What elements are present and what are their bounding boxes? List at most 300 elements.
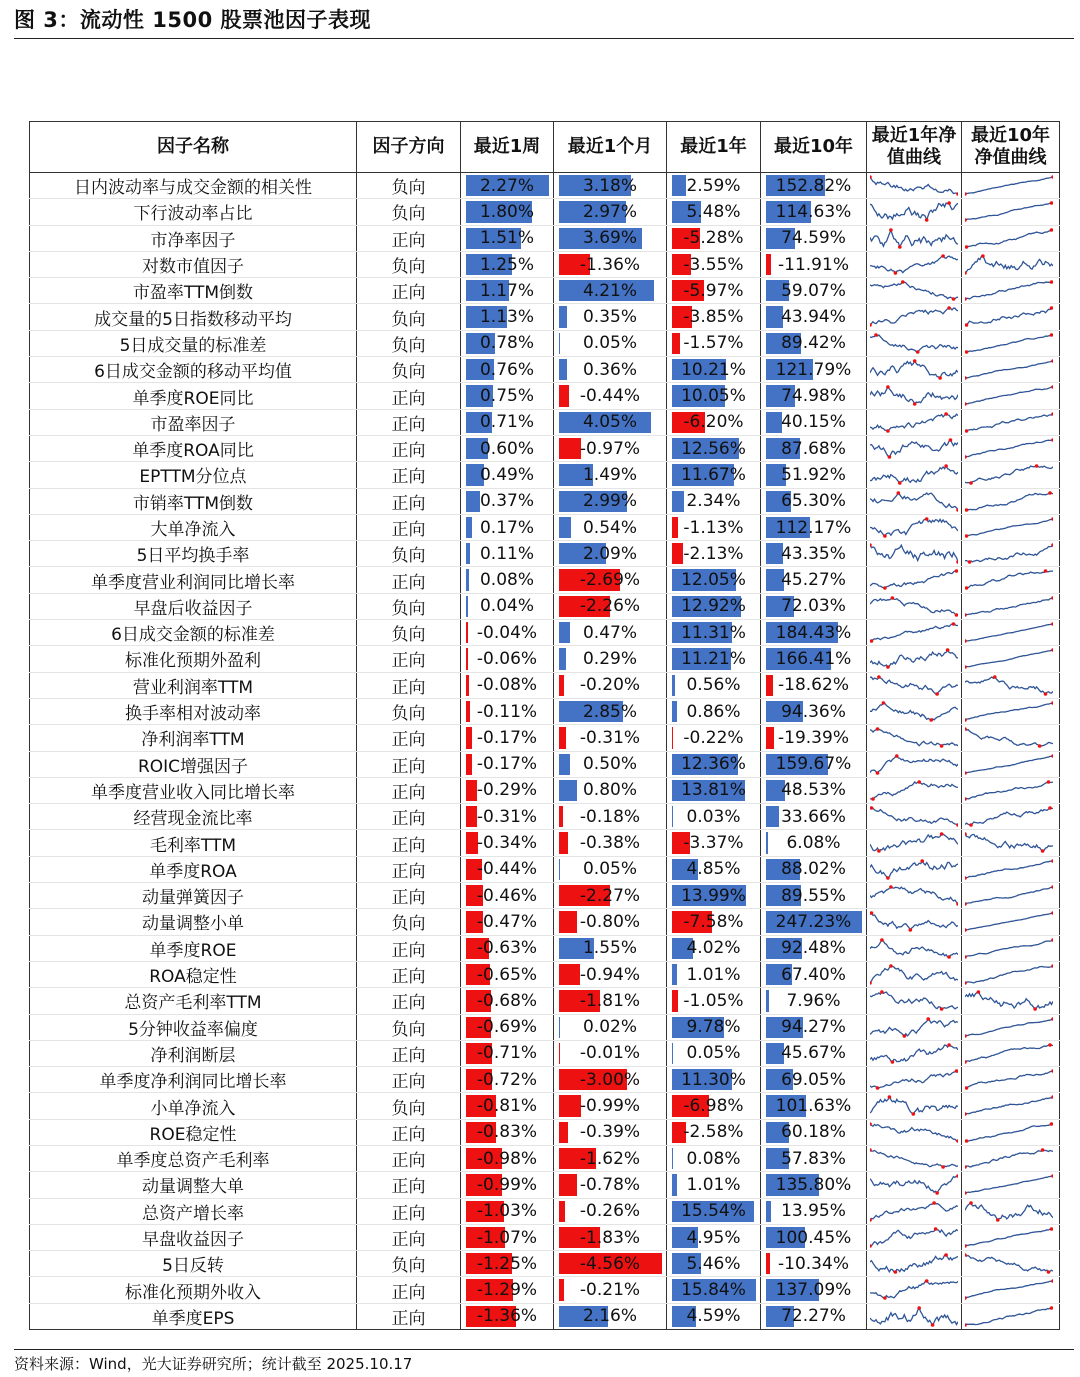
return-value: 166.41% [775, 648, 852, 669]
return-value: -2.58% [683, 1122, 744, 1143]
return-bar [672, 701, 677, 722]
nav-line [870, 308, 958, 325]
nav-line [965, 1281, 1053, 1298]
return-w1-cell [461, 304, 554, 330]
return-m1-cell [554, 856, 667, 882]
return-y10-cell [761, 304, 867, 330]
nav-max-marker [1051, 438, 1053, 442]
return-value: 121.79% [775, 359, 852, 380]
factor-direction: 负向 [357, 330, 461, 356]
nav-min-marker [1044, 692, 1048, 696]
return-w1-cell [461, 1040, 554, 1066]
return-y1-cell [667, 909, 761, 935]
table-row [30, 435, 1060, 461]
factor-direction: 正向 [357, 777, 461, 803]
return-y1-cell [667, 541, 761, 567]
header-1w: 最近1周 [461, 122, 554, 173]
nav-max-marker [944, 412, 948, 416]
nav-curve-10y-cell [962, 804, 1060, 830]
factor-name: 5日反转 [30, 1251, 357, 1277]
return-y1-cell [667, 1014, 761, 1040]
return-value: 1.51% [479, 228, 534, 249]
nav-line [965, 177, 1053, 194]
nav-max-marker [1050, 280, 1053, 284]
return-y10-cell [761, 1172, 867, 1198]
nav-curve-1y [870, 464, 958, 485]
table-row [30, 1251, 1060, 1277]
return-value: -3.55% [683, 254, 744, 275]
return-value: -0.72% [476, 1069, 538, 1090]
return-value: 72.03% [781, 596, 846, 617]
return-w1-cell [461, 1093, 554, 1119]
source-note: 资料来源：Wind，光大证券研究所；统计截至 2025.10.17 [14, 1355, 413, 1373]
return-value: 2.97% [582, 201, 637, 222]
nav-min-marker [965, 876, 967, 880]
nav-curve-1y [870, 1148, 958, 1169]
header-1y-curve-label: 最近1年净值曲线 [871, 125, 957, 168]
nav-max-marker [925, 1280, 929, 1284]
return-value: -0.06% [476, 648, 538, 669]
nav-min-marker [965, 639, 967, 643]
nav-curve-10y [965, 491, 1053, 512]
return-value: 94.27% [781, 1017, 846, 1038]
table-row [30, 304, 1060, 330]
nav-curve-1y-cell [867, 541, 962, 567]
return-m1-cell [554, 1119, 667, 1145]
nav-line [965, 335, 1053, 352]
nav-curve-1y-cell [867, 488, 962, 514]
return-bar [672, 491, 684, 512]
return-m1-cell [554, 567, 667, 593]
return-value: 114.63% [775, 201, 852, 222]
return-w1-cell [461, 278, 554, 304]
nav-line [965, 834, 1053, 851]
return-m1-cell [554, 646, 667, 672]
return-value: 13.95% [781, 1201, 846, 1222]
return-value: -6.20% [683, 412, 744, 433]
return-y1-cell [667, 1093, 761, 1119]
return-m1-cell [554, 199, 667, 225]
nav-max-marker [889, 885, 893, 889]
return-m1-cell [554, 488, 667, 514]
return-value: -0.21% [579, 1280, 641, 1301]
nav-min-marker [888, 455, 892, 459]
return-bar [559, 780, 577, 801]
return-y1-cell [667, 935, 761, 961]
factor-direction: 正向 [357, 278, 461, 304]
table-header-row [30, 122, 1060, 173]
table-row [30, 646, 1060, 672]
nav-min-marker [1041, 850, 1045, 854]
return-value: -18.62% [778, 675, 849, 696]
return-value: -0.71% [476, 1043, 538, 1064]
nav-line [965, 703, 1053, 720]
return-bar [559, 1201, 565, 1222]
nav-curve-1y-cell [867, 1093, 962, 1119]
nav-min-marker [965, 508, 968, 512]
return-value: 112.17% [775, 517, 852, 538]
return-bar [672, 1174, 677, 1195]
nav-curve-1y [870, 859, 958, 880]
return-value: 0.05% [582, 333, 637, 354]
nav-line [870, 1124, 958, 1141]
nav-curve-10y-cell [962, 1303, 1060, 1329]
return-value: 0.71% [479, 412, 534, 433]
return-y1-cell [667, 672, 761, 698]
return-m1-cell [554, 462, 667, 488]
return-y1-cell [667, 1172, 761, 1198]
nav-curve-10y [965, 1227, 1053, 1248]
return-value: -1.36% [579, 254, 641, 275]
nav-max-marker [889, 228, 893, 232]
nav-curve-1y [870, 675, 958, 696]
nav-curve-1y-cell [867, 383, 962, 409]
nav-line [965, 308, 1053, 325]
factor-direction: 正向 [357, 409, 461, 435]
nav-line [870, 282, 958, 299]
return-value: -0.99% [579, 1096, 641, 1117]
return-value: 13.99% [681, 885, 746, 906]
return-w1-cell [461, 409, 554, 435]
nav-curve-10y-cell [962, 961, 1060, 987]
return-m1-cell [554, 1224, 667, 1250]
return-y1-cell [667, 961, 761, 987]
factor-direction: 正向 [357, 567, 461, 593]
nav-curve-1y [870, 1279, 958, 1300]
return-value: -0.38% [579, 833, 641, 854]
nav-max-marker [886, 386, 890, 390]
nav-line [870, 440, 958, 457]
return-m1-cell [554, 672, 667, 698]
return-w1-cell [461, 330, 554, 356]
return-value: 2.16% [582, 1306, 637, 1327]
factor-name: 单季度营业利润同比增长率 [30, 567, 357, 593]
nav-line [870, 230, 958, 247]
return-m1-cell [554, 777, 667, 803]
return-value: -1.57% [683, 333, 744, 354]
nav-curve-1y-cell [867, 830, 962, 856]
table-row [30, 488, 1060, 514]
return-m1-cell [554, 357, 667, 383]
nav-curve-10y-cell [962, 725, 1060, 751]
nav-curve-10y [965, 306, 1053, 327]
return-w1-cell [461, 435, 554, 461]
nav-curve-10y [965, 806, 1053, 827]
factor-name: 单季度净利润同比增长率 [30, 1067, 357, 1093]
table-row [30, 1303, 1060, 1329]
nav-max-marker [1051, 1280, 1053, 1284]
nav-min-marker [931, 1323, 935, 1327]
nav-curve-1y [870, 412, 958, 433]
nav-line [965, 1019, 1053, 1036]
return-value: -0.46% [476, 885, 538, 906]
nav-min-marker [965, 403, 967, 407]
return-y1-cell [667, 1067, 761, 1093]
nav-max-marker [874, 333, 878, 337]
nav-max-marker [880, 938, 884, 942]
nav-max-marker [1050, 1227, 1053, 1231]
nav-curve-1y-cell [867, 1040, 962, 1066]
nav-curve-10y-cell [962, 1093, 1060, 1119]
return-value: 43.94% [781, 307, 846, 328]
return-bar [672, 990, 678, 1011]
return-value: 4.21% [582, 280, 637, 301]
return-bar [766, 675, 773, 696]
nav-line [965, 1045, 1053, 1062]
nav-curve-10y-cell [962, 1172, 1060, 1198]
nav-curve-10y [965, 412, 1053, 433]
nav-line [870, 466, 958, 483]
nav-curve-1y [870, 280, 958, 301]
return-bar [466, 780, 477, 801]
nav-curve-10y-cell [962, 988, 1060, 1014]
factor-direction: 正向 [357, 225, 461, 251]
nav-max-marker [941, 254, 945, 258]
nav-curve-1y [870, 1095, 958, 1116]
nav-max-marker [1051, 359, 1053, 363]
return-w1-cell [461, 462, 554, 488]
return-y10-cell [761, 462, 867, 488]
return-bar [466, 754, 472, 775]
nav-curve-10y-cell [962, 462, 1060, 488]
factor-name: 6日成交金额的移动平均值 [30, 357, 357, 383]
return-m1-cell [554, 1172, 667, 1198]
nav-curve-10y [965, 701, 1053, 722]
return-bar [672, 964, 677, 985]
nav-curve-10y [965, 543, 1053, 564]
nav-min-marker [965, 1139, 968, 1143]
nav-max-marker [1051, 649, 1053, 653]
nav-line [870, 1308, 958, 1325]
return-m1-cell [554, 988, 667, 1014]
return-w1-cell [461, 961, 554, 987]
nav-max-marker [956, 1174, 958, 1178]
nav-curve-1y-cell [867, 462, 962, 488]
nav-max-marker [888, 1096, 892, 1100]
return-value: 5.48% [686, 201, 741, 222]
factor-direction: 正向 [357, 1303, 461, 1329]
return-w1-cell [461, 777, 554, 803]
nav-curve-1y-cell [867, 173, 962, 199]
nav-min-marker [898, 481, 902, 485]
header-10y: 最近10年 [761, 122, 867, 173]
table-row [30, 909, 1060, 935]
nav-min-marker [965, 929, 967, 933]
return-y10-cell [761, 883, 867, 909]
return-value: -0.26% [579, 1201, 641, 1222]
nav-min-marker [969, 823, 973, 827]
nav-min-marker [956, 560, 958, 564]
table-row [30, 1040, 1060, 1066]
nav-max-marker [1050, 1306, 1053, 1310]
nav-min-marker [1047, 1270, 1051, 1274]
return-y1-cell [667, 1040, 761, 1066]
return-y1-cell [667, 1303, 761, 1329]
nav-curve-10y [965, 675, 1053, 696]
return-value: -19.39% [778, 727, 849, 748]
return-m1-cell [554, 383, 667, 409]
nav-line [870, 1019, 958, 1036]
nav-max-marker [1051, 386, 1053, 390]
nav-min-marker [894, 271, 898, 275]
return-m1-cell [554, 1251, 667, 1277]
factor-name: 单季度ROA [30, 856, 357, 882]
return-value: -0.94% [579, 964, 641, 985]
return-value: 2.99% [582, 491, 637, 512]
return-y10-cell [761, 725, 867, 751]
return-value: 2.85% [582, 701, 637, 722]
return-bar [559, 1017, 560, 1038]
header-10y-curve [962, 122, 1060, 173]
return-bar [672, 517, 678, 538]
nav-line [870, 571, 958, 588]
return-value: 7.96% [786, 990, 841, 1011]
return-bar [672, 727, 673, 748]
nav-curve-1y-cell [867, 1067, 962, 1093]
nav-min-marker [916, 350, 920, 354]
header-1y: 最近1年 [667, 122, 761, 173]
return-bar [672, 675, 675, 696]
return-y10-cell [761, 541, 867, 567]
return-y1-cell [667, 804, 761, 830]
nav-line [870, 887, 958, 904]
return-value: -0.18% [579, 806, 641, 827]
return-y10-cell [761, 593, 867, 619]
nav-line [965, 940, 1053, 957]
return-bar [766, 727, 774, 748]
nav-curve-1y-cell [867, 409, 962, 435]
nav-line [870, 992, 958, 1009]
nav-line [870, 335, 958, 352]
return-m1-cell [554, 251, 667, 277]
nav-line [870, 1045, 958, 1062]
nav-curve-1y-cell [867, 856, 962, 882]
nav-curve-10y [965, 1122, 1053, 1143]
nav-line [965, 203, 1053, 220]
return-value: -0.81% [476, 1096, 538, 1117]
nav-curve-1y-cell [867, 646, 962, 672]
return-y10-cell [761, 567, 867, 593]
return-bar [559, 1174, 577, 1195]
return-bar [466, 596, 468, 617]
return-y10-cell [761, 514, 867, 540]
return-m1-cell [554, 435, 667, 461]
nav-line [965, 361, 1053, 378]
factor-direction: 正向 [357, 1277, 461, 1303]
return-value: 137.09% [775, 1280, 852, 1301]
nav-min-marker [938, 376, 942, 380]
return-bar [466, 569, 469, 590]
return-w1-cell [461, 725, 554, 751]
nav-min-marker [876, 1086, 880, 1090]
return-w1-cell [461, 225, 554, 251]
nav-curve-10y [965, 569, 1053, 590]
return-w1-cell [461, 383, 554, 409]
factor-direction: 负向 [357, 1014, 461, 1040]
table-row [30, 1067, 1060, 1093]
factor-name: 单季度ROE [30, 935, 357, 961]
factor-name: ROA稳定性 [30, 961, 357, 987]
nav-curve-10y-cell [962, 830, 1060, 856]
return-value: -0.34% [476, 833, 538, 854]
nav-line [870, 834, 958, 851]
return-value: 0.54% [582, 517, 637, 538]
return-value: -6.98% [683, 1096, 744, 1117]
nav-min-marker [940, 744, 944, 748]
return-y1-cell [667, 514, 761, 540]
return-value: 33.66% [781, 806, 846, 827]
nav-curve-1y [870, 1043, 958, 1064]
return-value: 15.84% [681, 1280, 746, 1301]
nav-max-marker [1051, 701, 1053, 705]
table-row [30, 409, 1060, 435]
return-y1-cell [667, 1145, 761, 1171]
return-y1-cell [667, 383, 761, 409]
nav-min-marker [894, 1270, 898, 1274]
nav-curve-10y-cell [962, 935, 1060, 961]
nav-max-marker [952, 622, 956, 626]
return-m1-cell [554, 1040, 667, 1066]
return-value: 60.18% [781, 1122, 846, 1143]
return-value: 1.55% [582, 938, 637, 959]
nav-min-marker [965, 1034, 967, 1038]
nav-line [965, 493, 1053, 510]
nav-max-marker [940, 833, 944, 837]
return-value: -7.58% [683, 911, 744, 932]
factor-direction: 负向 [357, 1093, 461, 1119]
nav-max-marker [932, 1201, 936, 1205]
return-bar [559, 964, 580, 985]
return-m1-cell [554, 1145, 667, 1171]
factor-name: 大单净流入 [30, 514, 357, 540]
return-m1-cell [554, 830, 667, 856]
nav-curve-10y-cell [962, 251, 1060, 277]
return-value: -0.63% [476, 938, 538, 959]
table-row [30, 383, 1060, 409]
return-value: 0.05% [686, 1043, 741, 1064]
nav-curve-10y-cell [962, 1198, 1060, 1224]
table-row [30, 567, 1060, 593]
return-value: 10.21% [681, 359, 746, 380]
return-y10-cell [761, 751, 867, 777]
return-bar [466, 491, 480, 512]
nav-line [870, 729, 958, 746]
table-row [30, 856, 1060, 882]
return-value: 12.56% [681, 438, 746, 459]
nav-curve-1y-cell [867, 567, 962, 593]
return-bar [766, 832, 768, 853]
nav-max-marker [1050, 201, 1053, 205]
nav-min-marker [965, 376, 967, 380]
nav-curve-1y-cell [867, 988, 962, 1014]
nav-max-marker [977, 990, 981, 994]
return-w1-cell [461, 357, 554, 383]
return-y1-cell [667, 830, 761, 856]
return-y10-cell [761, 225, 867, 251]
table-row [30, 1277, 1060, 1303]
nav-min-marker [1033, 1007, 1037, 1011]
return-m1-cell [554, 1014, 667, 1040]
nav-line [965, 624, 1053, 641]
return-value: 89.55% [781, 885, 846, 906]
factor-name: ROE稳定性 [30, 1119, 357, 1145]
return-y1-cell [667, 1277, 761, 1303]
nav-curve-10y-cell [962, 1224, 1060, 1250]
return-value: 3.18% [582, 175, 637, 196]
table-row [30, 462, 1060, 488]
nav-curve-10y [965, 911, 1053, 932]
nav-min-marker [965, 192, 967, 196]
